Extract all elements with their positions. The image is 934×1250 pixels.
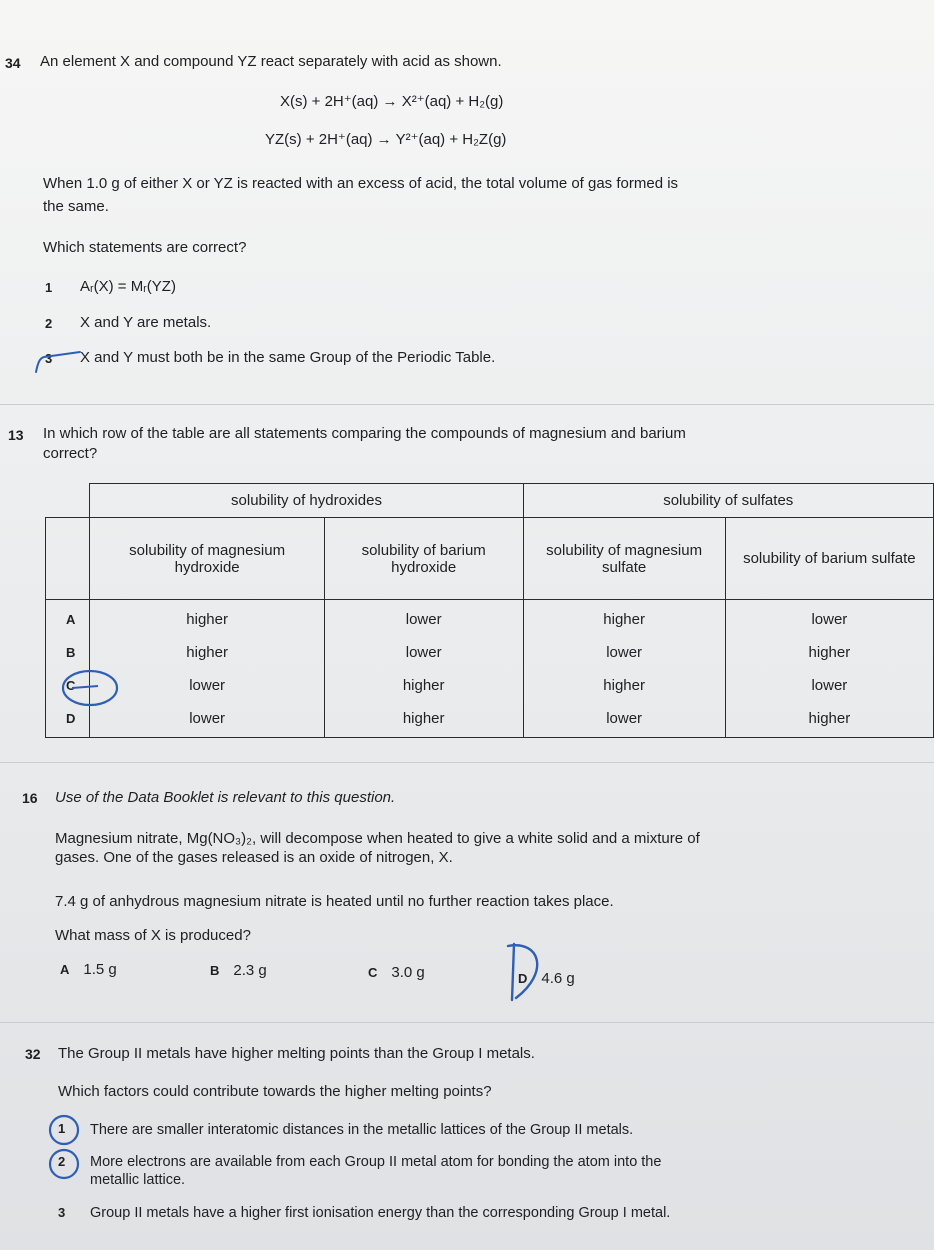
option-c-value: 3.0 g <box>391 964 425 981</box>
cell-b-1: higher <box>186 643 228 661</box>
header-blank <box>46 518 90 600</box>
cell-a-2: lower <box>405 610 442 628</box>
q34-statement-1: Aᵣ(X) = Mᵣ(YZ) <box>80 278 176 295</box>
cell-d-1: lower <box>189 709 226 727</box>
cell-c-2: higher <box>402 676 445 694</box>
question-number-32: 32 <box>25 1046 41 1062</box>
row-label-c: C <box>66 677 76 693</box>
question-number-13: 13 <box>8 427 24 443</box>
row-label-b: B <box>66 644 76 660</box>
col-mg-hydroxide <box>90 600 324 738</box>
q34-statement-3-number: 3 <box>45 351 53 366</box>
cell-d-3: lower <box>606 709 643 727</box>
row-label-a: A <box>66 611 76 627</box>
q16-option-c <box>368 964 425 981</box>
option-d-letter: D <box>518 971 528 986</box>
cell-c-3: higher <box>603 676 645 694</box>
row-labels <box>46 600 90 738</box>
q34-equation-1: X(s) + 2H⁺(aq) → X²⁺(aq) + H₂(g) <box>280 93 504 110</box>
option-a-letter: A <box>60 962 70 977</box>
q34-statement-3: X and Y must both be in the same Group of the Periodic Table. <box>80 349 496 366</box>
comparison-table <box>45 483 934 738</box>
q32-statement-2-line-1: More electrons are available from each Group II metal atom for bonding the atom into the <box>90 1154 662 1170</box>
q34-question: Which statements are correct? <box>43 239 247 256</box>
q16-option-b <box>210 962 267 979</box>
q32-question: Which factors could contribute towards the higher melting points? <box>58 1083 492 1100</box>
q16-option-a <box>60 961 117 978</box>
option-b-value: 2.3 g <box>233 962 267 979</box>
q16-question: What mass of X is produced? <box>55 927 251 944</box>
cell-b-4: higher <box>808 643 851 661</box>
option-d-value: 4.6 g <box>541 970 575 987</box>
cell-d-2: higher <box>402 709 445 727</box>
q34-statement-1-number: 1 <box>45 280 53 295</box>
col-mg-sulfate <box>523 600 725 738</box>
group-header-sulfates: solubility of sulfates <box>523 484 933 518</box>
q32-stem: The Group II metals have higher melting points than the Group I metals. <box>58 1045 535 1062</box>
q34-equation-2: YZ(s) + 2H⁺(aq) → Y²⁺(aq) + H₂Z(g) <box>265 131 507 148</box>
header-ba-hydroxide: solubility of barium hydroxide <box>324 518 523 600</box>
section-divider <box>0 762 934 763</box>
q16-line-1: Magnesium nitrate, Mg(NO₃)₂, will decompose when heated to give a white solid and a mixture of <box>55 830 700 847</box>
table-corner <box>46 484 90 518</box>
header-mg-sulfate: solubility of magnesium sulfate <box>523 518 725 600</box>
header-ba-sulfate: solubility of barium sulfate <box>725 518 933 600</box>
option-a-value: 1.5 g <box>83 961 117 978</box>
cell-a-4: lower <box>811 610 848 628</box>
q32-statement-3-number: 3 <box>58 1205 66 1220</box>
cell-c-4: lower <box>811 676 848 694</box>
cell-c-1: lower <box>189 676 226 694</box>
q34-info-line-2: the same. <box>43 198 109 215</box>
q32-statement-1-number: 1 <box>58 1121 66 1136</box>
section-divider <box>0 404 934 405</box>
cell-a-1: higher <box>186 610 228 628</box>
q32-statement-1: There are smaller interatomic distances in the metallic lattices of the Group II metals. <box>90 1122 634 1138</box>
q34-statement-2: X and Y are metals. <box>80 314 212 331</box>
q13-stem-line-1: In which row of the table are all statements comparing the compounds of magnesium and barium <box>43 425 686 442</box>
col-ba-hydroxide <box>324 600 523 738</box>
q16-note: Use of the Data Booklet is relevant to this question. <box>55 789 396 806</box>
question-number-34: 34 <box>5 55 21 71</box>
col-ba-sulfate <box>725 600 933 738</box>
row-label-d: D <box>66 710 76 726</box>
q34-stem: An element X and compound YZ react separately with acid as shown. <box>40 53 502 70</box>
q34-statement-2-number: 2 <box>45 316 53 331</box>
cell-a-3: higher <box>603 610 645 628</box>
header-mg-hydroxide: solubility of magnesium hydroxide <box>90 518 324 600</box>
q16-option-d <box>518 970 575 987</box>
question-number-16: 16 <box>22 790 38 806</box>
q32-statement-2-line-2: metallic lattice. <box>90 1172 186 1188</box>
q32-statement-3: Group II metals have a higher first ionisation energy than the corresponding Group I metal. <box>90 1205 671 1221</box>
group-header-hydroxides: solubility of hydroxides <box>90 484 523 518</box>
q13-stem-line-2: correct? <box>43 445 98 462</box>
pen-tick-mark <box>30 344 86 376</box>
q34-info-line-1: When 1.0 g of either X or YZ is reacted with an excess of acid, the total volume of gas formed is <box>43 175 679 192</box>
q16-line-2: gases. One of the gases released is an oxide of nitrogen, X. <box>55 849 453 866</box>
option-c-letter: C <box>368 965 378 980</box>
cell-b-2: lower <box>405 643 442 661</box>
q32-statement-2-number: 2 <box>58 1154 66 1169</box>
cell-b-3: lower <box>606 643 643 661</box>
section-divider <box>0 1022 934 1023</box>
option-b-letter: B <box>210 963 220 978</box>
q16-line-3: 7.4 g of anhydrous magnesium nitrate is heated until no further reaction takes place. <box>55 893 614 910</box>
cell-d-4: higher <box>808 709 851 727</box>
